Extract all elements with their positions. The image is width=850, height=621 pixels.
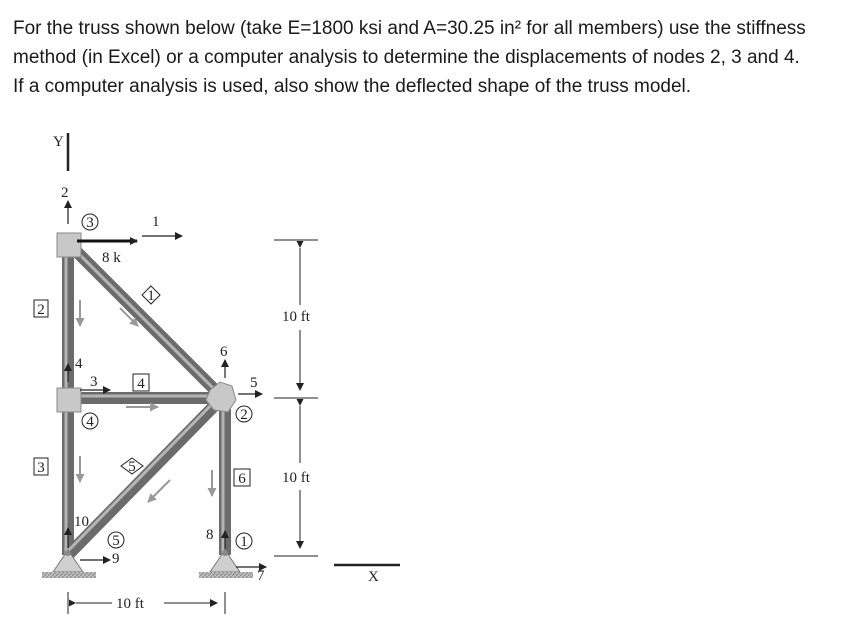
dim-label-top: 10 ft (282, 309, 310, 325)
dof-label-7: 7 (257, 568, 265, 584)
member-5-marker (121, 458, 143, 475)
dof-label-1: 1 (152, 214, 160, 230)
pin-support-right (199, 550, 253, 578)
node-label-3: 3 (86, 215, 94, 231)
node-3-marker (82, 214, 98, 231)
node-5-marker (108, 532, 124, 549)
member-label-1: 1 (147, 288, 155, 304)
member-highlight (66, 241, 218, 393)
dof-label-2: 2 (61, 185, 69, 201)
problem-line-1: For the truss shown below (take E=1800 ksi and A=30.25 in² for all members) use the stiffness (13, 18, 806, 39)
member-4-marker (133, 374, 149, 392)
member-label-3: 3 (37, 460, 45, 476)
joint-3 (57, 233, 81, 257)
y-axis-label: Y (53, 134, 64, 150)
node-label-5: 5 (112, 533, 120, 549)
member-label-6: 6 (238, 471, 246, 487)
dim-label-mid: 10 ft (282, 470, 310, 486)
node-4-marker (82, 413, 98, 430)
node-1-marker (236, 533, 252, 550)
member-2-marker (34, 300, 48, 318)
dof-label-6: 6 (220, 344, 228, 360)
x-axis-label: X (368, 569, 379, 585)
load-label: 8 k (102, 250, 121, 266)
member-direction-arrow (148, 480, 170, 502)
dim-label-bottom: 10 ft (116, 596, 144, 612)
dimension-vertical (274, 240, 318, 556)
member-6-marker (234, 469, 250, 487)
node-label-4: 4 (86, 414, 94, 430)
member-label-5: 5 (128, 459, 136, 475)
problem-line-3: If a computer analysis is used, also show the deflected shape of the truss model. (13, 76, 692, 97)
dimension-horizontal (68, 592, 225, 614)
dof-label-3: 3 (90, 374, 98, 390)
node-2-marker (236, 406, 252, 423)
pin-support-left (42, 550, 96, 578)
problem-line-2: method (in Excel) or a computer analysis to determine the displacements of nodes 2, 3 and 4. (13, 47, 800, 68)
dof-label-10: 10 (74, 514, 89, 530)
member-3-marker (34, 458, 48, 476)
truss-members (66, 241, 225, 555)
member-1-marker (142, 286, 160, 304)
node-label-1: 1 (240, 534, 248, 550)
member-label-4: 4 (137, 376, 145, 392)
joint-4 (57, 388, 81, 412)
node-label-2: 2 (240, 407, 248, 423)
dof-label-8: 8 (206, 527, 214, 543)
dof-label-9: 9 (112, 551, 120, 567)
dof-label-4: 4 (75, 356, 83, 372)
dof-label-5: 5 (250, 375, 258, 391)
member-label-2: 2 (37, 302, 45, 318)
